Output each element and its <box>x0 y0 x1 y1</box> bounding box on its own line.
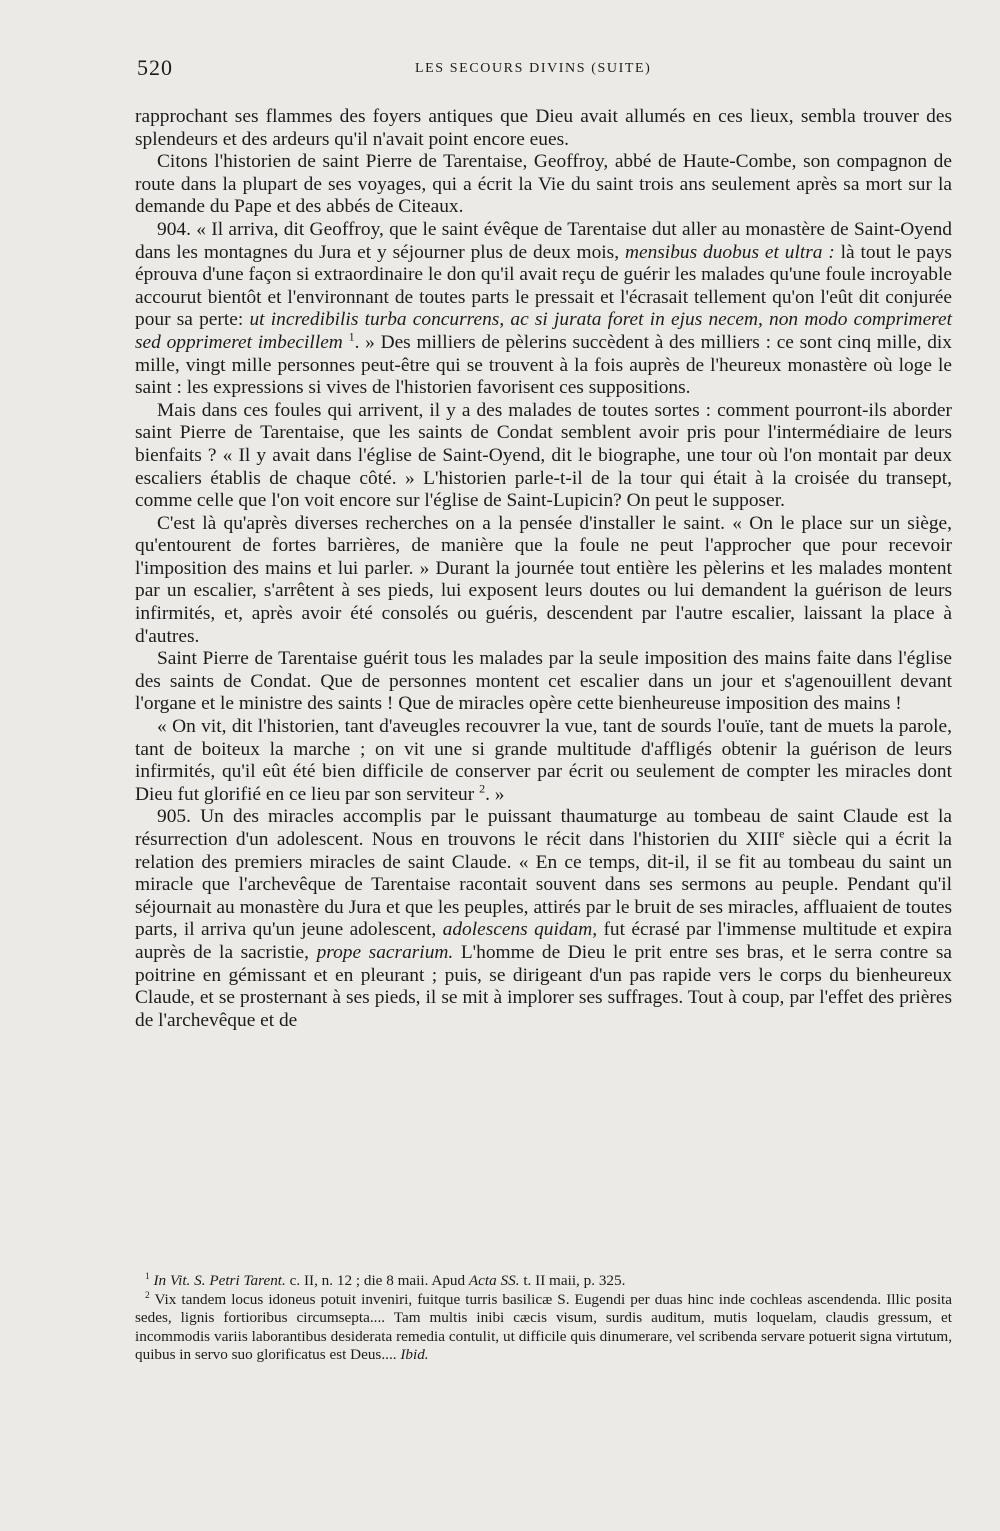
footnote-text: t. II maii, p. 325. <box>523 1272 626 1289</box>
paragraph-text: là tout le pays éprouva d'une façon si extraordinaire le don qu'il avait reçu de guérir les malades qu'une foule incroyable accourut bientôt et l'environnant de toutes parts le pressait et l'écrasait tellement qu'on l'eût dit conjurée pour sa perte: <box>135 241 952 331</box>
paragraph-904 <box>135 219 952 400</box>
paragraph-text: . » Des milliers de pèlerins succèdent à des milliers : ce sont cinq mille, dix mille, vingt mille personnes peut-être qui se trouvent à la fois auprès de l'heureux monastère où loge le saint : les expressions si vives de l'historien favorisent ces suppositions. <box>135 331 952 399</box>
footnote-number: 1 <box>145 1271 150 1282</box>
latin-quote: adolescens quidam, <box>442 919 598 941</box>
main-text <box>135 106 952 1032</box>
paragraph-text: L'homme de Dieu le prit entre ses bras, et le serra contre sa poitrine en gémissant et en pleurant ; puis, se dirigeant d'un pas rapide vers le corps du bienheureux Claude, et se prosternant à ses pieds, il se mit à implorer ses suffrages. Tout à coup, par l'effet des prières de l'archevêque et de <box>135 941 952 1031</box>
paragraph-text: . » <box>485 783 505 805</box>
footnote-ref: 2 <box>479 781 486 796</box>
paragraph-text: siècle qui a écrit la relation des premiers miracles de saint Claude. « En ce temps, dit-il, il se fit au tombeau du saint un miracle que l'archevêque de Tarentaise racontait souvent dans ses sermons au peuple. Pendant qu'il séjournait au monastère du Jura et que les peuples, attirés par le bruit de ses miracles, affluaient de toutes parts, il arriva qu'un jeune adolescent, <box>135 829 953 941</box>
paragraph-geoffroy <box>135 151 952 219</box>
paragraph-text: 905. Un des miracles accomplis par le puissant thaumaturge au tombeau de saint Claude est la résurrection d'un adolescent. Nous en trouvons le récit dans l'historien du XIII <box>135 806 952 850</box>
paragraph-text: Mais dans ces foules qui arrivent, il y a des malades de toutes sortes : comment pourront-ils aborder saint Pierre de Tarentaise, que les saints de Condat semblent avoir pris pour l'intermédiaire de leurs bienfaits ? « Il y avait dans l'église de Saint-Oyend, dit le biographe, une tour où l'on montait par deux escaliers établis de chaque côté. » L'historien parle-t-il de la tour qui était à la croisée du transept, comme celle que l'on voit encore sur l'église de Saint-Lupicin? On peut le supposer. <box>135 399 952 512</box>
footnote-text: Vix tandem locus idoneus potuit inveniri, fuitque turris basilicæ S. Eugendi per duas hinc inde cochleas ascendenda. Illic posita sedes, lignis fortioribus circumsepta.... Tam multis inibi cæcis visum, surdis auditum, mutis loquelam, claudis gressum, et incommodis variis laborantibus desiderata remedia contulit, ut difficile quis dinumerare, vel scribenda servare potuerit signa virtutum, quibus in servo suo glorificatus est Deus.... <box>135 1290 952 1363</box>
page-header <box>135 55 950 89</box>
latin-quote: mensibus duobus et ultra : <box>624 241 835 263</box>
paragraph-continuation <box>135 106 952 151</box>
paragraph-text: 904. « Il arriva, dit Geoffroy, que le saint évêque de Tarentaise dut aller au monastère de Saint-Oyend dans les montagnes du Jura et y séjourner plus de deux mois, <box>135 218 952 263</box>
latin-quote: prope sacrarium. <box>316 941 454 963</box>
paragraph-text: Saint Pierre de Tarentaise guérit tous les malades par la seule imposition des mains faite dans l'église des saints de Condat. Que de personnes montent cet escalier dans un jour et s'agenouillent devant l'organe et le ministre des saints ! Que de miracles opère cette bienheureuse imposition des mains ! <box>135 648 952 715</box>
superscript: e <box>779 826 785 841</box>
paragraph-installer <box>135 513 952 649</box>
paragraph-text: Citons l'historien de saint Pierre de Tarentaise, Geoffroy, abbé de Haute-Combe, son compagnon de route dans la plupart de ses voyages, qui a écrit la Vie du saint trois ans seulement après sa mort sur la demande du Pape et des abbés de Citeaux. <box>135 151 952 218</box>
page-number: 520 <box>137 55 173 80</box>
footnote-1 <box>135 1272 952 1291</box>
footnote-citation: Ibid. <box>400 1346 429 1363</box>
latin-quote: ut incredibilis turba concurrens, ac si jurata foret in ejus necem, non modo comprimeret sed opprimeret imbecillem <box>135 309 952 353</box>
footnote-citation: In Vit. S. Petri Tarent. <box>153 1272 286 1289</box>
paragraph-905 <box>135 806 952 1032</box>
paragraph-foules <box>135 400 952 513</box>
paragraph-historien <box>135 716 952 806</box>
footnote-text: c. II, n. 12 ; die 8 maii. Apud <box>289 1272 466 1289</box>
paragraph-text: « On vit, dit l'historien, tant d'aveugles recouvrer la vue, tant de sourds l'ouïe, tant de muets la parole, tant de boiteux la marche ; on vit une si grande multitude d'affligés obtenir la guérison de leurs infirmités, qu'il eût été bien difficile de conserver par écrit ou seulement de compter les miracles dont Dieu fut glorifié en ce lieu par son serviteur <box>135 716 952 805</box>
paragraph-text: fut écrasé par l'immense multitude et expira auprès de la sacristie, <box>135 919 952 963</box>
running-head: LES SECOURS DIVINS (SUITE) <box>415 61 652 76</box>
footnote-citation: Acta SS. <box>468 1272 520 1289</box>
paragraph-text: rapprochant ses flammes des foyers antiques que Dieu avait allumés en ces lieux, sembla trouver des splendeurs et des ardeurs qu'il n'avait point encore eues. <box>135 106 952 150</box>
footnotes <box>135 1272 952 1365</box>
footnote-ref: 1 <box>348 329 355 344</box>
paragraph-text: C'est là qu'après diverses recherches on a la pensée d'installer le saint. « On le place sur un siège, qu'entourent de fortes barrières, de manière que la foule ne peut l'approcher que pour recevoir l'imposition des mains et lui parler. » Durant la journée tout entière les pèlerins et les malades montent par un escalier, s'arrêtent à ses pieds, lui exposent leurs doutes ou lui demandent la guérison de leurs infirmités, et, après avoir été consolés ou guéris, descendent par l'autre escalier, laissant la place à d'autres. <box>135 512 952 647</box>
paragraph-guerison <box>135 648 952 716</box>
footnote-2 <box>135 1291 952 1365</box>
footnote-number: 2 <box>145 1290 150 1301</box>
